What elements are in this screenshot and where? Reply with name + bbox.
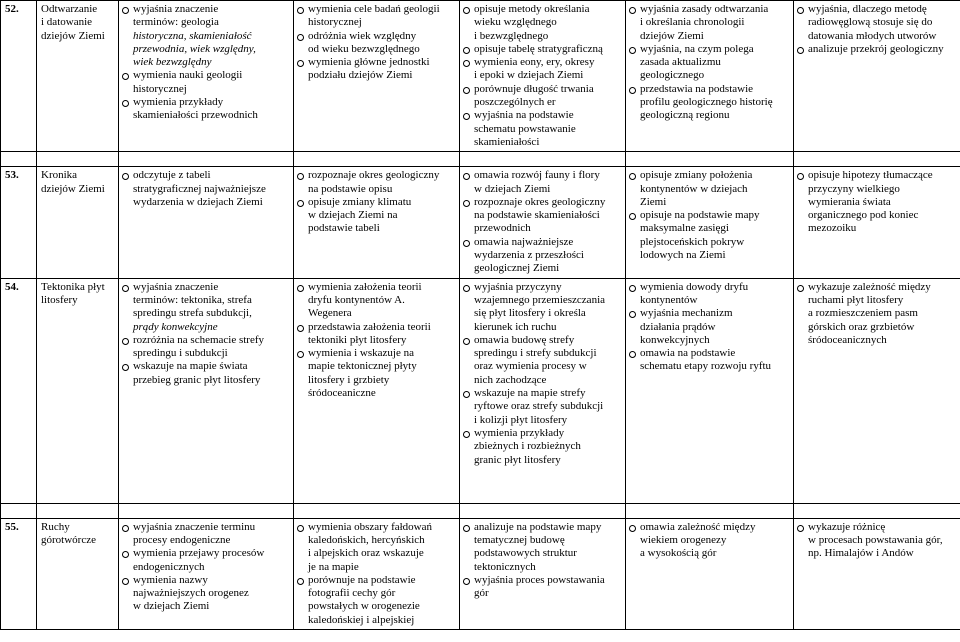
list-item: opisuje metody określania [463, 3, 622, 16]
list-item: analizuje na podstawie mapy [463, 521, 622, 534]
list-item: wyjaśnia, na czym polega [629, 43, 790, 56]
list-item: wyjaśnia przyczyny [463, 281, 622, 294]
list-item: omawia budowę strefy [463, 334, 622, 347]
requirements-cell [119, 167, 294, 278]
separator-cell [626, 152, 794, 167]
requirements-list [297, 169, 456, 235]
requirements-cell [626, 167, 794, 278]
list-item: rozpoznaje okres geologiczny [297, 169, 456, 182]
list-item-continuation: tektonicznych [474, 560, 536, 573]
list-item-continuation: mapie tektonicznej płyty [308, 360, 417, 373]
requirements-list [797, 3, 957, 56]
list-item: omawia zależność między [629, 521, 790, 534]
list-item: wskazuje na mapie świata [122, 360, 290, 373]
separator-cell [460, 152, 626, 167]
list-item-continuation: litosfery i grzbiety [308, 373, 390, 386]
list-item: wyjaśnia znaczenie [122, 281, 290, 294]
list-item-continuation: podstawowych struktur [474, 547, 577, 560]
list-item-continuation: plejstoceńskich pokryw [640, 235, 745, 248]
requirements-cell [119, 1, 294, 152]
topic-line: litosfery [41, 293, 78, 306]
list-item-continuation: dryfu kontynentów A. [308, 293, 405, 306]
list-item: wymienia cele badań geologii [297, 3, 456, 16]
list-item-continuation: najważniejszych orogenez [133, 587, 249, 600]
list-item-continuation: je na mapie [308, 560, 359, 573]
list-item-continuation: podstawie tabeli [308, 222, 380, 235]
list-item-continuation: kaledońskich, hercyńskich [308, 533, 425, 546]
requirements-cell [794, 1, 960, 152]
list-item: opisuje zmiany klimatu [297, 196, 456, 209]
topic-line: i datowanie [41, 16, 93, 29]
requirements-list [297, 521, 456, 627]
requirements-cell [294, 518, 460, 629]
list-item-continuation: procesy endogeniczne [133, 533, 231, 546]
list-item-continuation: śródoceanicznych [808, 333, 887, 346]
list-item-continuation: wiekiem orogenezy [640, 533, 727, 546]
list-item: omawia rozwój fauny i flory [463, 169, 622, 182]
list-item-continuation: granic płyt litosfery [474, 453, 561, 466]
list-item-continuation: lodowych na Ziemi [640, 249, 726, 262]
requirements-cell [294, 278, 460, 503]
list-item-continuation: w dziejach Ziemi [474, 182, 551, 195]
requirements-cell [460, 1, 626, 152]
list-item-continuation: spredingu i subdukcji [133, 347, 228, 360]
list-item-continuation: Ziemi [640, 195, 667, 208]
separator-cell [37, 503, 119, 518]
requirements-list [463, 169, 622, 275]
list-item-continuation: prądy konwekcyjne [133, 320, 218, 333]
topic-line: górotwórcze [41, 533, 96, 546]
list-item-continuation: geologiczną regionu [640, 109, 730, 122]
row-separator [1, 503, 960, 518]
list-item: wymienia przykłady [122, 96, 290, 109]
list-item-continuation: w dziejach Ziemi na [308, 209, 398, 222]
list-item-continuation: się płyt litosfery i określa [474, 307, 586, 320]
list-item-continuation: terminów: geologia [133, 16, 219, 29]
requirements-list [297, 281, 456, 401]
list-item-continuation: wydarzenia z przeszłości [474, 249, 584, 262]
row-separator [1, 152, 960, 167]
list-item: omawia na podstawie [629, 347, 790, 360]
list-item: odczytuje z tabeli [122, 169, 290, 182]
topic-line: Tektonika płyt [41, 280, 105, 293]
list-item: wyjaśnia na podstawie [463, 109, 622, 122]
list-item: rozpoznaje okres geologiczny [463, 196, 622, 209]
list-item-continuation: śródoceaniczne [308, 387, 376, 400]
list-item-continuation: wzajemnego przemieszczania [474, 293, 606, 306]
list-item-continuation: i kolizji płyt litosfery [474, 413, 568, 426]
list-item-continuation: działania prądów [640, 320, 716, 333]
list-item-continuation: kontynentów w dziejach [640, 182, 748, 195]
list-item-continuation: a wysokością gór [640, 547, 717, 560]
list-item-continuation: zbieżnych i rozbieżnych [474, 440, 581, 453]
separator-cell [294, 152, 460, 167]
requirements-list [463, 521, 622, 601]
list-item-continuation: gór [474, 587, 489, 600]
list-item-continuation: przebieg granic płyt litosfery [133, 373, 261, 386]
list-item: porównuje długość trwania [463, 83, 622, 96]
requirements-cell [294, 167, 460, 278]
list-item: wyjaśnia proces powstawania [463, 574, 622, 587]
requirements-list [297, 3, 456, 83]
lesson-number: 52. [1, 1, 37, 152]
separator-cell [294, 503, 460, 518]
list-item-continuation: spredingu i strefy subdukcji [474, 347, 597, 360]
list-item-continuation: wymierania świata [808, 195, 891, 208]
lesson-topic [37, 278, 119, 503]
list-item: wymienia i wskazuje na [297, 347, 456, 360]
list-item-continuation: skamieniałości [474, 135, 540, 148]
separator-cell [1, 152, 37, 167]
requirements-cell [794, 518, 960, 629]
lesson-topic [37, 518, 119, 629]
list-item-continuation: dziejów Ziemi [640, 29, 704, 42]
list-item-continuation: tektoniki płyt litosfery [308, 333, 407, 346]
list-item-continuation: geologicznej Ziemi [474, 262, 560, 275]
requirements-list [629, 521, 790, 561]
list-item-continuation: maksymalne zasięgi [640, 222, 729, 235]
list-item-continuation: kierunek ich ruchu [474, 320, 557, 333]
separator-cell [460, 503, 626, 518]
list-item-continuation: ruchami płyt litosfery [808, 293, 904, 306]
list-item-continuation: organicznego pod koniec [808, 209, 919, 222]
list-item-continuation: przewodnich [474, 222, 531, 235]
list-item-continuation: nich zachodzące [474, 373, 547, 386]
requirements-list [629, 169, 790, 262]
separator-cell [626, 503, 794, 518]
requirements-list [797, 521, 957, 561]
list-item: wskazuje na mapie strefy [463, 387, 622, 400]
list-item-continuation: datowania młodych utworów [808, 29, 937, 42]
table-row [1, 278, 960, 503]
list-item-continuation: kontynentów [640, 293, 698, 306]
list-item-continuation: oraz wymienia procesy w [474, 360, 587, 373]
requirements-cell [626, 1, 794, 152]
separator-cell [37, 152, 119, 167]
requirements-list [122, 521, 290, 614]
list-item: wyjaśnia znaczenie terminu [122, 521, 290, 534]
requirements-list [797, 281, 957, 347]
list-item-continuation: schematu etapy rozwoju ryftu [640, 360, 772, 373]
requirements-list [122, 3, 290, 123]
requirements-cell [460, 278, 626, 503]
requirements-list [122, 281, 290, 387]
list-item: wymienia obszary fałdowań [297, 521, 456, 534]
list-item-continuation: zasada aktualizmu [640, 56, 721, 69]
list-item-continuation: górskich oraz grzbietów [808, 320, 915, 333]
list-item: wymienia przykłady [463, 427, 622, 440]
list-item-continuation: i określania chronologii [640, 16, 745, 29]
list-item: wyjaśnia mechanizm [629, 307, 790, 320]
requirements-list [122, 169, 290, 209]
list-item-continuation: przyczyny wielkiego [808, 182, 900, 195]
list-item: porównuje na podstawie [297, 574, 456, 587]
list-item-continuation: historyczna, skamieniałość [133, 29, 252, 42]
requirements-cell [626, 278, 794, 503]
list-item-continuation: i alpejskich oraz wskazuje [308, 547, 424, 560]
lesson-number: 55. [1, 518, 37, 629]
list-item-continuation: konwekcyjnych [640, 333, 710, 346]
requirements-list [463, 281, 622, 467]
list-item-continuation: fotografii cechy gór [308, 587, 396, 600]
list-item-continuation: powstałych w orogenezie [308, 600, 420, 613]
table-row [1, 1, 960, 152]
requirements-cell [794, 278, 960, 503]
list-item: wymienia przejawy procesów [122, 547, 290, 560]
requirements-cell [119, 278, 294, 503]
topic-line: Ruchy [41, 520, 70, 533]
list-item-continuation: wiek bezwzględny [133, 56, 212, 69]
requirements-list [797, 169, 957, 235]
topic-line: dziejów Ziemi [41, 29, 105, 42]
separator-cell [794, 503, 960, 518]
separator-cell [119, 503, 294, 518]
list-item: opisuje na podstawie mapy [629, 209, 790, 222]
list-item: wymienia eony, ery, okresy [463, 56, 622, 69]
requirements-cell [626, 518, 794, 629]
list-item-continuation: terminów: tektonika, strefa [133, 293, 252, 306]
list-item: przedstawia założenia teorii [297, 321, 456, 334]
list-item: wymienia nauki geologii [122, 69, 290, 82]
list-item-continuation: stratygraficznej najważniejsze [133, 182, 266, 195]
list-item: wymienia założenia teorii [297, 281, 456, 294]
list-item-continuation: i epoki w dziejach Ziemi [474, 69, 584, 82]
list-item: wymienia główne jednostki [297, 56, 456, 69]
list-item-continuation: przewodnia, wiek względny, [133, 42, 256, 55]
list-item-continuation: w procesach powstawania gór, [808, 533, 943, 546]
list-item-continuation: a rozmieszczeniem pasm [808, 307, 918, 320]
list-item-continuation: spredingu strefa subdukcji, [133, 307, 252, 320]
list-item-continuation: podziału dziejów Ziemi [308, 69, 413, 82]
requirements-cell [460, 167, 626, 278]
list-item: wymienia dowody dryfu [629, 281, 790, 294]
list-item-continuation: ryftowe oraz strefy subdukcji [474, 400, 604, 413]
requirements-list [629, 3, 790, 123]
list-item-continuation: na podstawie skamieniałości [474, 209, 600, 222]
lesson-number: 53. [1, 167, 37, 278]
list-item: wykazuje różnicę [797, 521, 957, 534]
list-item: opisuje hipotezy tłumaczące [797, 169, 957, 182]
list-item-continuation: i bezwzględnego [474, 29, 549, 42]
list-item-continuation: poszczególnych er [474, 96, 556, 109]
list-item-continuation: schematu powstawanie [474, 122, 576, 135]
list-item-continuation: tematycznej budowę [474, 533, 565, 546]
list-item: omawia najważniejsze [463, 236, 622, 249]
list-item: odróżnia wiek względny [297, 30, 456, 43]
topic-line: Kronika [41, 169, 78, 182]
requirements-cell [119, 518, 294, 629]
list-item-continuation: radiowęglową stosuje się do [808, 16, 933, 29]
list-item-continuation: Wegenera [308, 307, 352, 320]
requirements-cell [794, 167, 960, 278]
requirements-list [629, 281, 790, 374]
list-item-continuation: skamieniałości przewodnich [133, 109, 258, 122]
list-item: wyjaśnia zasady odtwarzania [629, 3, 790, 16]
list-item-continuation: na podstawie opisu [308, 182, 393, 195]
requirements-list [463, 3, 622, 149]
topic-line: dziejów Ziemi [41, 182, 105, 195]
lesson-topic [37, 1, 119, 152]
list-item: wyjaśnia, dlaczego metodę [797, 3, 957, 16]
list-item-continuation: wieku względnego [474, 16, 557, 29]
list-item-continuation: historycznej [133, 82, 187, 95]
list-item: rozróżnia na schemacie strefy [122, 334, 290, 347]
list-item-continuation: od wieku bezwzględnego [308, 42, 420, 55]
list-item: wyjaśnia znaczenie [122, 3, 290, 16]
requirements-cell [294, 1, 460, 152]
list-item-continuation: historycznej [308, 16, 362, 29]
separator-cell [794, 152, 960, 167]
separator-cell [119, 152, 294, 167]
table-row [1, 518, 960, 629]
list-item: analizuje przekrój geologiczny [797, 43, 957, 56]
list-item-continuation: endogenicznych [133, 560, 205, 573]
list-item-continuation: geologicznego [640, 69, 705, 82]
topic-line: Odtwarzanie [41, 3, 98, 15]
lesson-number: 54. [1, 278, 37, 503]
list-item: opisuje tabelę stratygraficzną [463, 43, 622, 56]
separator-cell [1, 503, 37, 518]
list-item: opisuje zmiany położenia [629, 169, 790, 182]
list-item-continuation: wydarzenia w dziejach Ziemi [133, 195, 263, 208]
list-item-continuation: kaledońskiej i alpejskiej [308, 613, 415, 626]
list-item: wykazuje zależność między [797, 281, 957, 294]
list-item-continuation: np. Himalajów i Andów [808, 547, 914, 560]
list-item-continuation: mezozoiku [808, 222, 857, 235]
list-item: przedstawia na podstawie [629, 83, 790, 96]
lesson-topic [37, 167, 119, 278]
list-item-continuation: profilu geologicznego historię [640, 96, 773, 109]
table-row [1, 167, 960, 278]
requirements-cell [460, 518, 626, 629]
list-item-continuation: w dziejach Ziemi [133, 600, 210, 613]
list-item: wymienia nazwy [122, 574, 290, 587]
